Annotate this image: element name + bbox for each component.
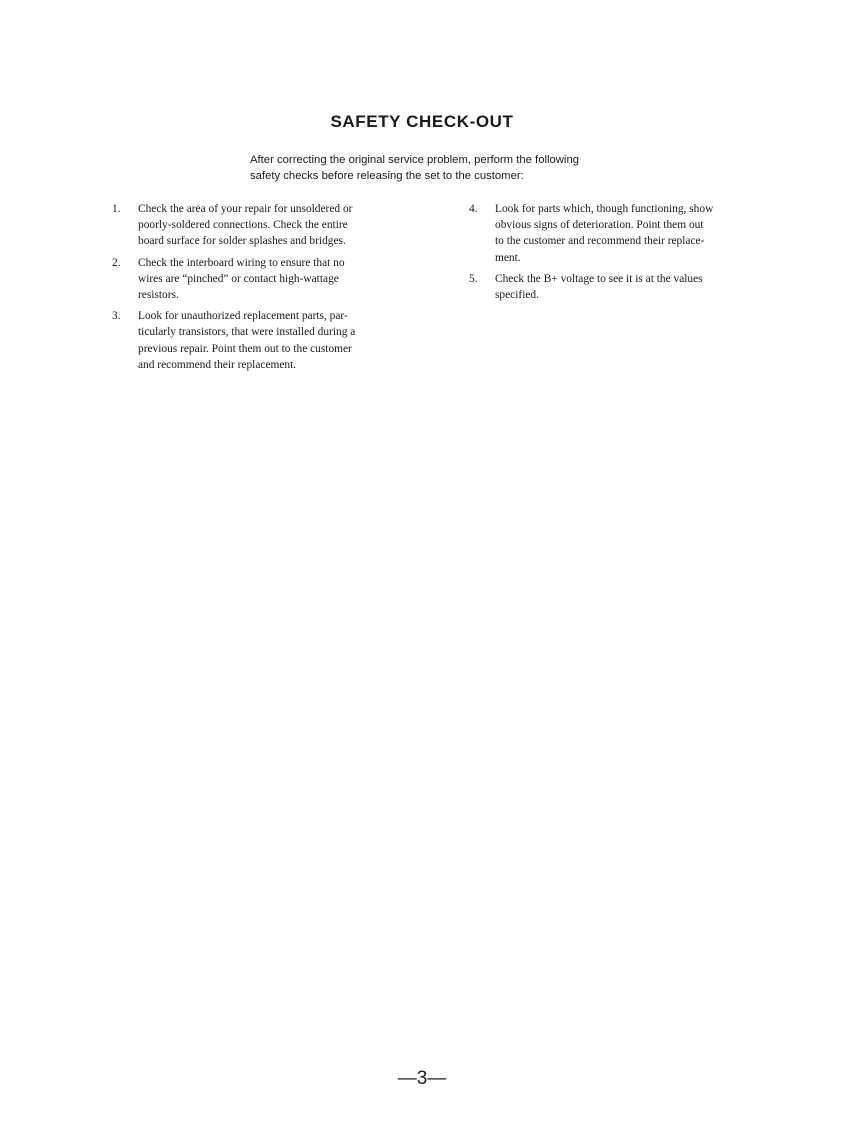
item-number: 3. [112,310,121,323]
item-text-line: previous repair. Point them out to the customer [138,342,352,355]
intro-line: safety checks before releasing the set to the customer: [250,170,524,182]
item-text-line: ment. [495,251,521,264]
checklist-item-1 [112,201,402,250]
checklist-item-5 [469,271,769,303]
item-text-line: specified. [495,289,539,302]
checklist-item-4 [469,201,769,266]
item-text-line: ticularly transistors, that were installed during a [138,326,356,339]
item-text-line: wires are “pinched” or contact high-wattage [138,272,339,285]
checklist-item-2 [112,255,402,304]
item-text-line: Check the B+ voltage to see it is at the values [495,272,703,285]
item-text-line: obvious signs of deterioration. Point them out [495,219,704,232]
checklist-left-column [112,201,402,378]
item-number: 2. [112,256,121,269]
item-text-line: to the customer and recommend their replace- [495,235,705,248]
item-text-line: Check the area of your repair for unsoldered or [138,203,353,215]
checklist-item-3 [112,308,402,373]
item-number: 4. [469,203,478,215]
item-number: 5. [469,272,478,285]
item-text-line: board surface for solder splashes and bridges. [138,235,346,248]
item-text-line: poorly-soldered connections. Check the entire [138,219,348,232]
item-text-line: Look for unauthorized replacement parts, par- [138,310,348,323]
item-number: 1. [112,203,121,215]
item-text-line: resistors. [138,289,179,302]
page-number: —3— [397,1068,447,1089]
item-text-line: Check the interboard wiring to ensure that no [138,256,345,269]
intro-paragraph [250,152,680,184]
item-text-line: and recommend their replacement. [138,358,297,371]
intro-line: After correcting the original service problem, perform the following [250,154,580,166]
item-text-line: Look for parts which, though functioning, show [495,203,714,215]
checklist-right-column [469,201,769,308]
page-title: SAFETY CHECK-OUT [330,112,514,131]
